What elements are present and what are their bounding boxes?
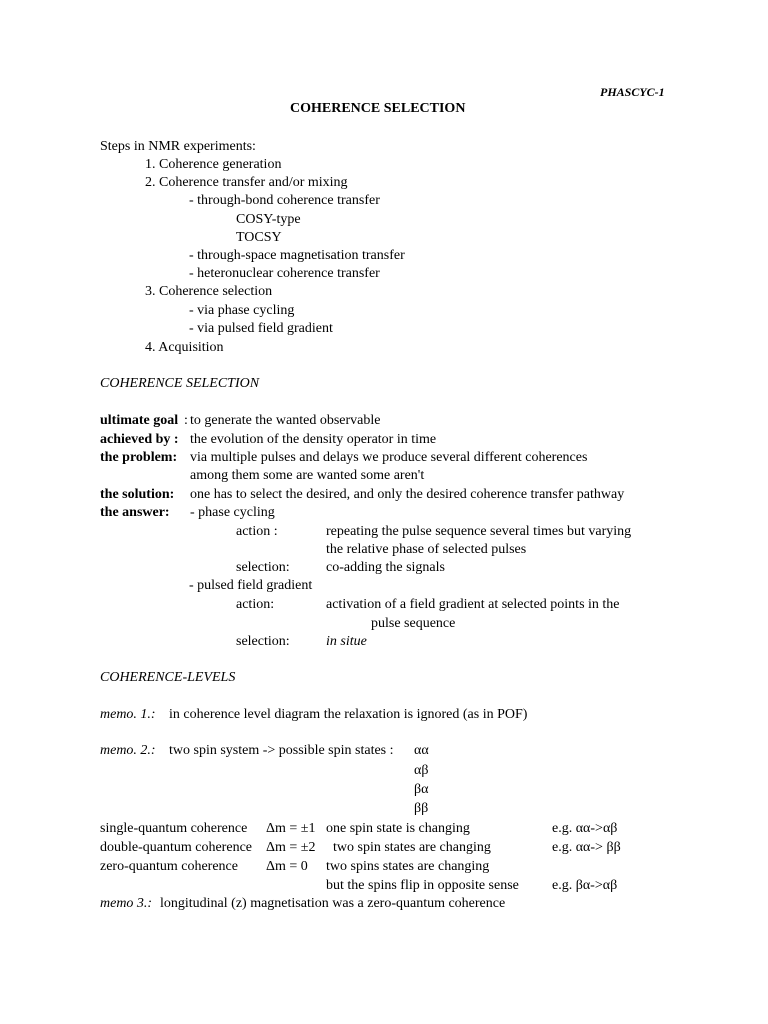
pfg-action-label: action: xyxy=(236,597,275,612)
step-3: 3. Coherence selection xyxy=(145,284,273,299)
memo-3-label: memo 3.: xyxy=(100,896,153,911)
zq-example: e.g. βα->αβ xyxy=(552,878,618,893)
solution-label: the solution: xyxy=(100,487,175,502)
pc-selection-label: selection: xyxy=(236,560,290,575)
spin-state: βα xyxy=(414,782,429,797)
document-code: PHASCYC-1 xyxy=(600,85,665,99)
achieved-label: achieved by : xyxy=(100,432,179,447)
solution-text: one has to select the desired, and only the desired coherence transfer pathway xyxy=(190,487,625,502)
memo-3-text: longitudinal (z) magnetisation was a zero-quantum coherence xyxy=(160,896,506,911)
memo-2-label: memo. 2.: xyxy=(100,743,156,758)
zq-description-2: but the spins flip in opposite sense xyxy=(326,878,519,893)
goal-label: ultimate goal xyxy=(100,413,179,428)
memo-2-text: two spin system -> possible spin states : xyxy=(169,743,394,758)
page-title: COHERENCE SELECTION xyxy=(290,101,466,116)
zq-description-1: two spins states are changing xyxy=(326,859,490,874)
goal-text: to generate the wanted observable xyxy=(190,413,381,428)
dq-delta-m: Δm = ±2 xyxy=(266,840,316,855)
achieved-text: the evolution of the density operator in time xyxy=(190,432,437,447)
answer-label: the answer: xyxy=(100,505,170,520)
answer-pulsed-field-gradient: - pulsed field gradient xyxy=(189,578,313,593)
problem-text-1: via multiple pulses and delays we produce several different coherences xyxy=(190,450,588,465)
step-3-a: - via phase cycling xyxy=(189,303,295,318)
step-1: 1. Coherence generation xyxy=(145,157,282,172)
zq-name: zero-quantum coherence xyxy=(100,859,238,874)
dq-description: two spin states are changing xyxy=(333,840,491,855)
pc-selection-text: co-adding the signals xyxy=(326,560,445,575)
problem-text-2: among them some are wanted some aren't xyxy=(190,468,425,483)
pfg-action-text-1: activation of a field gradient at selected points in the xyxy=(326,597,620,612)
goal-colon: : xyxy=(184,413,188,428)
answer-phase-cycling: - phase cycling xyxy=(190,505,275,520)
steps-heading: Steps in NMR experiments: xyxy=(100,139,256,154)
spin-state: αα xyxy=(414,743,429,758)
dq-example: e.g. αα-> ββ xyxy=(552,840,621,855)
step-2-b: - through-space magnetisation transfer xyxy=(189,248,405,263)
step-2-a: - through-bond coherence transfer xyxy=(189,193,380,208)
problem-label: the problem: xyxy=(100,450,178,465)
step-2-c: - heteronuclear coherence transfer xyxy=(189,266,380,281)
pc-action-text-2: the relative phase of selected pulses xyxy=(326,542,527,557)
pfg-action-text-2: pulse sequence xyxy=(371,616,456,631)
memo-1-text: in coherence level diagram the relaxation is ignored (as in POF) xyxy=(169,707,528,722)
dq-name: double-quantum coherence xyxy=(100,840,252,855)
pc-action-text-1: repeating the pulse sequence several times but varying xyxy=(326,524,632,539)
memo-1-label: memo. 1.: xyxy=(100,707,156,722)
zq-delta-m: Δm = 0 xyxy=(266,859,308,874)
spin-state: αβ xyxy=(414,763,429,778)
pfg-selection-text: in situe xyxy=(326,634,367,649)
step-4: 4. Acquisition xyxy=(145,340,224,355)
levels-heading: COHERENCE-LEVELS xyxy=(100,670,236,685)
selection-heading: COHERENCE SELECTION xyxy=(100,376,260,391)
step-2-a-2: TOCSY xyxy=(236,230,282,245)
sq-name: single-quantum coherence xyxy=(100,821,248,836)
step-2: 2. Coherence transfer and/or mixing xyxy=(145,175,348,190)
step-3-b: - via pulsed field gradient xyxy=(189,321,333,336)
sq-example: e.g. αα->αβ xyxy=(552,821,618,836)
pfg-selection-label: selection: xyxy=(236,634,290,649)
pc-action-label: action : xyxy=(236,524,278,539)
step-2-a-1: COSY-type xyxy=(236,212,301,227)
spin-state: ββ xyxy=(414,801,429,816)
sq-description: one spin state is changing xyxy=(326,821,470,836)
sq-delta-m: Δm = ±1 xyxy=(266,821,316,836)
